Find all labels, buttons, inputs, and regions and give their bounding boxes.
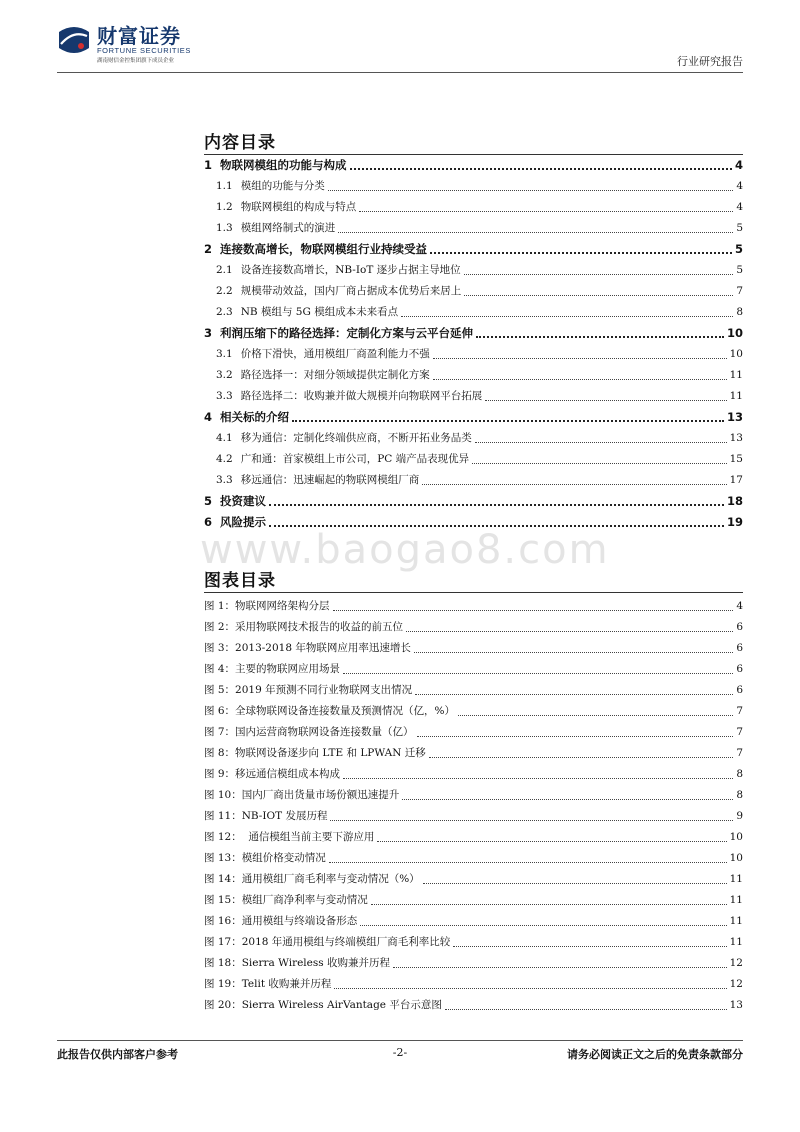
toc-entry-page: 5 (736, 222, 743, 234)
dot-leader (475, 442, 727, 443)
toc-section-entry[interactable] (204, 302, 743, 323)
dot-leader (485, 400, 726, 401)
toc-section-entry[interactable] (204, 470, 743, 491)
figure-entry-page: 6 (736, 621, 743, 633)
figure-entry-page: 8 (736, 768, 743, 780)
toc-section-entry[interactable] (204, 365, 743, 386)
toc-entry-number: 4.2 (216, 453, 233, 465)
toc-entry-number: 3.3 (216, 474, 233, 486)
figure-entry-label: 图 9： (204, 768, 236, 780)
figure-entry-page: 11 (729, 936, 743, 948)
toc-entry-page: 10 (729, 348, 743, 360)
toc-entry-title: 移远通信：迅速崛起的物联网模组厂商 (240, 474, 420, 486)
figure-entry-page: 6 (736, 642, 743, 654)
dot-leader (333, 610, 734, 611)
figure-list (204, 592, 743, 1016)
toc-entry-page: 19 (726, 515, 743, 529)
figure-entry-label: 图 10： (204, 789, 242, 801)
toc-entry-title: 移为通信：定制化终端供应商，不断开拓业务品类 (240, 432, 472, 444)
watermark-text: www.baogao8.com (200, 527, 610, 573)
figure-entry-page: 11 (729, 894, 743, 906)
toc-entry-page: 18 (726, 494, 743, 508)
toc-entry-page: 4 (736, 180, 743, 192)
figure-entry-label: 图 19： (204, 978, 242, 990)
dot-leader (371, 904, 727, 905)
logo-emblem-icon (57, 24, 91, 58)
figure-entry-label: 图 3： (204, 642, 236, 654)
toc-chapter-entry[interactable] (204, 323, 743, 344)
figure-entry-page: 11 (729, 873, 743, 885)
toc-entry-page: 10 (726, 326, 743, 340)
toc-entry-number: 2.1 (216, 264, 233, 276)
figure-entry-label: 图 16： (204, 915, 242, 927)
dot-leader (377, 841, 726, 842)
figure-entry-label: 图 18： (204, 957, 242, 969)
toc-entry-number: 3 (204, 326, 213, 340)
toc-entry-page: 7 (736, 285, 743, 297)
figure-entry-label: 图 17： (204, 936, 242, 948)
figure-entry-page: 6 (736, 684, 743, 696)
figure-entry-title: 模组价格变动情况 (241, 852, 326, 864)
dot-leader (433, 358, 727, 359)
toc-list (204, 154, 743, 533)
figure-entry-title: 主要的物联网应用场景 (235, 663, 341, 675)
dot-leader (406, 631, 733, 632)
figure-entry-title: 通用模组厂商毛利率与变动情况（%） (241, 873, 420, 885)
figure-entry-title: 采用物联网技术报告的收益的前五位 (235, 621, 404, 633)
dot-leader (464, 295, 733, 296)
toc-section-entry[interactable] (204, 386, 743, 407)
dot-leader (334, 988, 726, 989)
toc-entry-page: 11 (729, 369, 743, 381)
figure-entry[interactable] (204, 848, 743, 869)
figure-entry-page: 11 (729, 915, 743, 927)
dot-leader (476, 336, 724, 338)
figure-entry-title: 国内厂商出货量市场份额迅速提升 (241, 789, 400, 801)
figure-entry-title: 移远通信模组成本构成 (235, 768, 341, 780)
toc-chapter-entry[interactable] (204, 155, 743, 176)
toc-entry-number: 3.2 (216, 369, 233, 381)
dot-leader (402, 799, 733, 800)
toc-entry-page: 8 (736, 306, 743, 318)
dot-leader (415, 694, 733, 695)
figure-entry-label: 图 4： (204, 663, 236, 675)
figures-title: 图表目录 (204, 571, 276, 591)
toc-entry-title: 物联网模组的构成与特点 (240, 201, 357, 213)
page-number: -2- (392, 1046, 408, 1059)
figure-entry-title: Sierra Wireless 收购兼并历程 (241, 957, 390, 969)
logo-subtitle: 湖南财信金控集团旗下成员企业 (97, 58, 175, 64)
toc-entry-number: 3.3 (216, 390, 233, 402)
logo-english-name: FORTUNE SECURITIES (97, 46, 192, 55)
figure-entry-title: Telit 收购兼并历程 (241, 978, 332, 990)
dot-leader (422, 484, 726, 485)
dot-leader (338, 232, 733, 233)
toc-entry-number: 1.2 (216, 201, 233, 213)
figure-entry-label: 图 11： (204, 810, 242, 822)
toc-entry-title: 相关标的介绍 (220, 410, 290, 424)
figure-entry[interactable] (204, 764, 743, 785)
figure-entry-page: 9 (736, 810, 743, 822)
toc-entry-title: 投资建议 (220, 494, 267, 508)
toc-entry-title: 连接数高增长，物联网模组行业持续受益 (220, 242, 428, 256)
figure-entry-label: 图 14： (204, 873, 242, 885)
toc-entry-number: 4 (204, 410, 213, 424)
logo-chinese-name: 财富证券 (97, 24, 181, 48)
toc-entry-number: 4.1 (216, 432, 233, 444)
figure-entry-title: 全球物联网设备连接数量及预测情况（亿，%） (235, 705, 456, 717)
toc-chapter-entry[interactable] (204, 407, 743, 428)
dot-leader (343, 673, 733, 674)
toc-section-entry[interactable] (204, 197, 743, 218)
figure-entry[interactable] (204, 953, 743, 974)
figure-entry-page: 7 (736, 747, 743, 759)
figure-entry[interactable] (204, 932, 743, 953)
dot-leader (445, 1009, 727, 1010)
figure-entry-title: 物联网设备逐步向 LTE 和 LPWAN 迁移 (235, 747, 426, 759)
figure-entry-page: 8 (736, 789, 743, 801)
figure-entry[interactable] (204, 785, 743, 806)
figure-entry[interactable] (204, 659, 743, 680)
toc-entry-number: 5 (204, 494, 213, 508)
figure-entry-label: 图 1： (204, 600, 236, 612)
footer-disclaimer: 此报告仅供内部客户参考 (57, 1048, 178, 1061)
figure-entry-title: 物联网网络架构分层 (235, 600, 330, 612)
dot-leader (360, 925, 726, 926)
figure-entry-label: 图 7： (204, 726, 236, 738)
figure-entry-page: 7 (736, 726, 743, 738)
figure-entry-label: 图 5： (204, 684, 236, 696)
toc-entry-number: 1 (204, 158, 213, 172)
figure-entry[interactable] (204, 911, 743, 932)
dot-leader (359, 211, 733, 212)
figure-entry-page: 12 (729, 978, 743, 990)
toc-entry-title: 利润压缩下的路径选择：定制化方案与云平台延伸 (220, 326, 474, 340)
figure-entry[interactable] (204, 638, 743, 659)
toc-entry-number: 6 (204, 515, 213, 529)
toc-chapter-entry[interactable] (204, 491, 743, 512)
toc-entry-page: 13 (726, 410, 743, 424)
toc-entry-title: 模组的功能与分类 (240, 180, 325, 192)
figure-entry[interactable] (204, 869, 743, 890)
toc-entry-number: 2 (204, 242, 213, 256)
dot-leader (458, 715, 733, 716)
toc-entry-page: 5 (734, 242, 743, 256)
figure-entry-label: 图 8： (204, 747, 236, 759)
dot-leader (430, 252, 732, 254)
figure-entry-page: 7 (736, 705, 743, 717)
figure-entry-title: 模组厂商净利率与变动情况 (241, 894, 368, 906)
toc-entry-title: 物联网模组的功能与构成 (220, 158, 347, 172)
toc-entry-number: 1.3 (216, 222, 233, 234)
dot-leader (269, 504, 724, 506)
header-divider (57, 72, 743, 73)
company-logo (57, 20, 207, 68)
toc-entry-number: 3.1 (216, 348, 233, 360)
figure-entry-page: 10 (729, 831, 743, 843)
figure-entry-title: 2019 年预测不同行业物联网支出情况 (235, 684, 413, 696)
figure-entry-label: 图 13： (204, 852, 242, 864)
dot-leader (417, 736, 734, 737)
dot-leader (429, 757, 734, 758)
figure-entry[interactable] (204, 743, 743, 764)
figure-entry[interactable] (204, 596, 743, 617)
dot-leader (329, 862, 727, 863)
figure-entry-title: 2013-2018 年物联网应用率迅速增长 (235, 642, 411, 654)
toc-section-entry[interactable] (204, 218, 743, 239)
toc-entry-number: 2.3 (216, 306, 233, 318)
dot-leader (423, 883, 727, 884)
figure-entry-label: 图 6： (204, 705, 236, 717)
report-type-label: 行业研究报告 (677, 55, 743, 68)
dot-leader (414, 652, 733, 653)
figure-entry-label: 图 15： (204, 894, 242, 906)
figure-entry[interactable] (204, 995, 743, 1016)
dot-leader (464, 274, 734, 275)
figure-entry-label: 图 20： (204, 999, 242, 1011)
toc-section-entry[interactable] (204, 428, 743, 449)
figure-entry-title: Sierra Wireless AirVantage 平台示意图 (241, 999, 442, 1011)
toc-entry-number: 2.2 (216, 285, 233, 297)
page-header (57, 20, 743, 72)
dot-leader (393, 967, 727, 968)
toc-entry-title: 规模带动效益，国内厂商占据成本优势后来居上 (240, 285, 462, 297)
figure-entry[interactable] (204, 680, 743, 701)
toc-entry-number: 1.1 (216, 180, 233, 192)
dot-leader (472, 463, 726, 464)
figure-entry-page: 12 (729, 957, 743, 969)
toc-entry-page: 13 (729, 432, 743, 444)
toc-entry-title: 路径选择二：收购兼并做大规模并向物联网平台拓展 (240, 390, 483, 402)
toc-entry-page: 4 (734, 158, 743, 172)
figure-entry-title: 国内运营商物联网设备连接数量（亿） (235, 726, 414, 738)
toc-chapter-entry[interactable] (204, 239, 743, 260)
toc-section-entry[interactable] (204, 176, 743, 197)
toc-section-entry[interactable] (204, 281, 743, 302)
toc-section-entry[interactable] (204, 449, 743, 470)
toc-entry-title: 模组网络制式的演进 (240, 222, 336, 234)
toc-entry-title: 路径选择一：对细分领域提供定制化方案 (240, 369, 430, 381)
figure-entry-page: 4 (736, 600, 743, 612)
figure-entry[interactable] (204, 827, 743, 848)
toc-entry-page: 11 (729, 390, 743, 402)
toc-entry-page: 4 (736, 201, 743, 213)
footer-divider (57, 1040, 743, 1041)
figure-entry-title: 通信模组当前主要下游应用 (241, 831, 375, 843)
toc-title: 内容目录 (204, 133, 276, 153)
dot-leader (453, 946, 726, 947)
footer-notice: 请务必阅读正文之后的免责条款部分 (567, 1048, 743, 1061)
toc-section-entry[interactable] (204, 344, 743, 365)
figure-entry-page: 6 (736, 663, 743, 675)
figure-entry-page: 10 (729, 852, 743, 864)
figure-entry[interactable] (204, 701, 743, 722)
figure-entry-label: 图 2： (204, 621, 236, 633)
toc-entry-title: 设备连接数高增长，NB-IoT 逐步占据主导地位 (240, 264, 461, 276)
toc-entry-title: 广和通：首家模组上市公司，PC 端产品表现优异 (240, 453, 470, 465)
figure-entry-title: NB-IOT 发展历程 (241, 810, 328, 822)
dot-leader (433, 379, 727, 380)
dot-leader (292, 420, 724, 422)
toc-section-entry[interactable] (204, 260, 743, 281)
figure-entry-title: 通用模组与终端设备形态 (241, 915, 358, 927)
figure-entry[interactable] (204, 617, 743, 638)
toc-entry-page: 15 (729, 453, 743, 465)
toc-entry-title: 价格下滑快，通用模组厂商盈利能力不强 (240, 348, 430, 360)
dot-leader (330, 820, 733, 821)
dot-leader (350, 168, 732, 170)
figure-entry-page: 13 (729, 999, 743, 1011)
figure-entry[interactable] (204, 890, 743, 911)
dot-leader (401, 316, 733, 317)
dot-leader (328, 190, 734, 191)
toc-entry-title: 风险提示 (220, 515, 267, 529)
figure-entry[interactable] (204, 974, 743, 995)
figure-entry[interactable] (204, 806, 743, 827)
figure-entry[interactable] (204, 722, 743, 743)
dot-leader (343, 778, 733, 779)
figure-entry-title: 2018 年通用模组与终端模组厂商毛利率比较 (241, 936, 451, 948)
toc-entry-page: 17 (729, 474, 743, 486)
toc-entry-title: NB 模组与 5G 模组成本未来看点 (240, 306, 399, 318)
toc-entry-page: 5 (736, 264, 743, 276)
figure-entry-label: 图 12： (204, 831, 242, 843)
